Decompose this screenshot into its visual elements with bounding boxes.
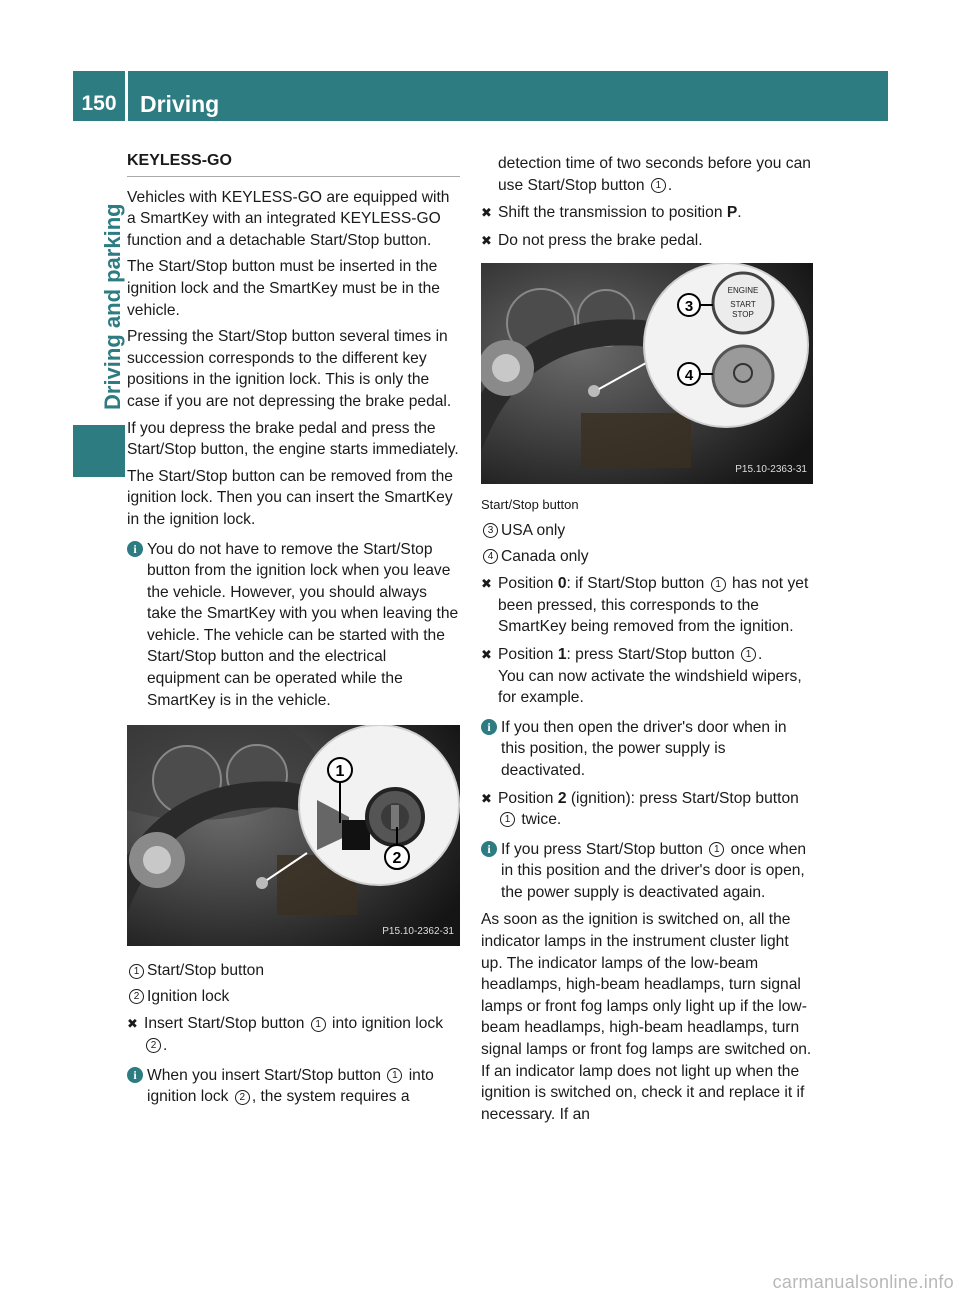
- step-arrow-icon: ✖: [481, 205, 492, 221]
- step-text: Position 0: if Start/Stop button 1 has not yet been pressed, this corresponds to the SmartKey being removed from the ignition.: [498, 575, 809, 636]
- step-position-1: [481, 644, 813, 709]
- legend-item: [481, 546, 813, 568]
- ignition-lock-photo: [127, 725, 460, 946]
- side-tab-label: Driving and parking: [100, 203, 125, 410]
- paragraph: The Start/Stop button must be inserted in the ignition lock and the SmartKey must be in the vehicle.: [127, 258, 440, 319]
- svg-text:4: 4: [684, 367, 694, 385]
- legend-item: [127, 986, 460, 1008]
- step-text: Position 2 (ignition): press Start/Stop button 1 twice.: [498, 789, 799, 829]
- continued-text: detection time of two seconds before you can use Start/Stop button 1 .: [498, 155, 811, 194]
- info-note: [127, 539, 460, 712]
- dashboard-illustration: [481, 263, 813, 484]
- step-text: Position 1: press Start/Stop button 1 . You can now activate the windshield wipers, for example.: [498, 645, 802, 707]
- legend-item: [127, 960, 460, 982]
- paragraph: Vehicles with KEYLESS-GO are equipped with a SmartKey with an integrated KEYLESS-GO function and a detachable Start/Stop button.: [127, 188, 450, 249]
- info-icon: i: [481, 719, 497, 735]
- step-text: Insert Start/Stop button 1 into ignition lock 2 .: [144, 1015, 443, 1055]
- step-arrow-icon: ✖: [481, 646, 492, 662]
- side-tab-marker: [73, 425, 125, 477]
- image-caption: Start/Stop button: [481, 497, 579, 513]
- svg-text:3: 3: [684, 298, 694, 316]
- step-position-2: [481, 788, 813, 831]
- paragraph: As soon as the ignition is switched on, all the indicator lamps in the instrument cluster light up. The indicator lamps of the low-beam headlamps, high-beam headlamps, turn signal lamps or front fog lamps only light up if the low-beam headlamps, high-beam headlamps, turn signal lamps or front fog lamps are switched on. If an indicator lamp does not light up when the ignition is switched on, check it and replace it if necessary. If an: [481, 911, 812, 1123]
- step-shift: [481, 202, 813, 224]
- step-text: Do not press the brake pedal.: [498, 231, 703, 249]
- paragraph: The Start/Stop button can be removed from the ignition lock. Then you can insert the SmartKey in the ignition lock.: [127, 467, 453, 528]
- svg-text:START: START: [730, 300, 756, 310]
- svg-text:1: 1: [335, 763, 345, 781]
- info-note-text: When you insert Start/Stop button 1 into ignition lock 2 , the system requires a: [147, 1066, 434, 1106]
- right-column: [481, 150, 813, 1130]
- step-arrow-icon: ✖: [481, 790, 492, 806]
- legend-text: USA only: [501, 521, 566, 539]
- callout-number: 3: [483, 523, 498, 538]
- start-stop-photo: [481, 263, 813, 484]
- image-code: P15.10-2362-31: [382, 925, 454, 937]
- step-arrow-icon: ✖: [481, 576, 492, 592]
- info-note-text: If you press Start/Stop button 1 once when in this position and the driver's door is open, the power supply is deactivated again.: [501, 840, 807, 901]
- legend-text: Start/Stop button: [147, 962, 265, 980]
- dashboard-illustration: [127, 725, 460, 946]
- info-icon: i: [127, 541, 143, 557]
- info-note: [481, 839, 813, 904]
- header-divider: [125, 71, 128, 121]
- step-arrow-icon: ✖: [481, 232, 492, 248]
- info-note-text: You do not have to remove the Start/Stop button from the ignition lock when you leave the vehicle. However, you should always take the SmartKey with you when leaving the vehicle. The vehicle can be started with the Start/Stop button and the electrical equipment can be operated while the SmartKey is in the vehicle.: [147, 540, 459, 709]
- step-text: Shift the transmission to position P.: [498, 204, 742, 222]
- paragraph: Pressing the Start/Stop button several times in succession corresponds to the different key positions in the ignition lock. This is only the case if you are not depressing the brake pedal.: [127, 328, 452, 410]
- info-icon: i: [481, 841, 497, 857]
- paragraph: If you depress the brake pedal and press the Start/Stop button, the engine starts immediately.: [127, 419, 459, 459]
- legend-text: Ignition lock: [147, 987, 230, 1005]
- info-note: [127, 1065, 460, 1108]
- svg-text:2: 2: [392, 850, 402, 868]
- svg-text:STOP: STOP: [732, 310, 754, 320]
- watermark: carmanualsonline.info: [772, 1272, 954, 1292]
- step-insert: [127, 1013, 460, 1056]
- callout-number: 4: [483, 549, 498, 564]
- info-note: [481, 717, 813, 782]
- section-title: Driving: [140, 91, 220, 117]
- page-number: 150: [81, 92, 117, 115]
- callout-number: 1: [129, 964, 144, 979]
- image-code: P15.10-2363-31: [735, 463, 807, 475]
- step-arrow-icon: ✖: [127, 1016, 138, 1032]
- info-note-text: If you then open the driver's door when in this position, the power supply is deactivated.: [501, 718, 787, 779]
- step-position-0: [481, 573, 813, 638]
- info-icon: i: [127, 1067, 143, 1083]
- svg-text:ENGINE: ENGINE: [727, 286, 759, 296]
- keyless-go-heading: KEYLESS-GO: [127, 150, 460, 177]
- callout-number: 2: [129, 989, 144, 1004]
- step-brake: [481, 230, 813, 252]
- legend-text: Canada only: [501, 547, 589, 565]
- left-column: [127, 150, 460, 1114]
- legend-item: [481, 520, 813, 542]
